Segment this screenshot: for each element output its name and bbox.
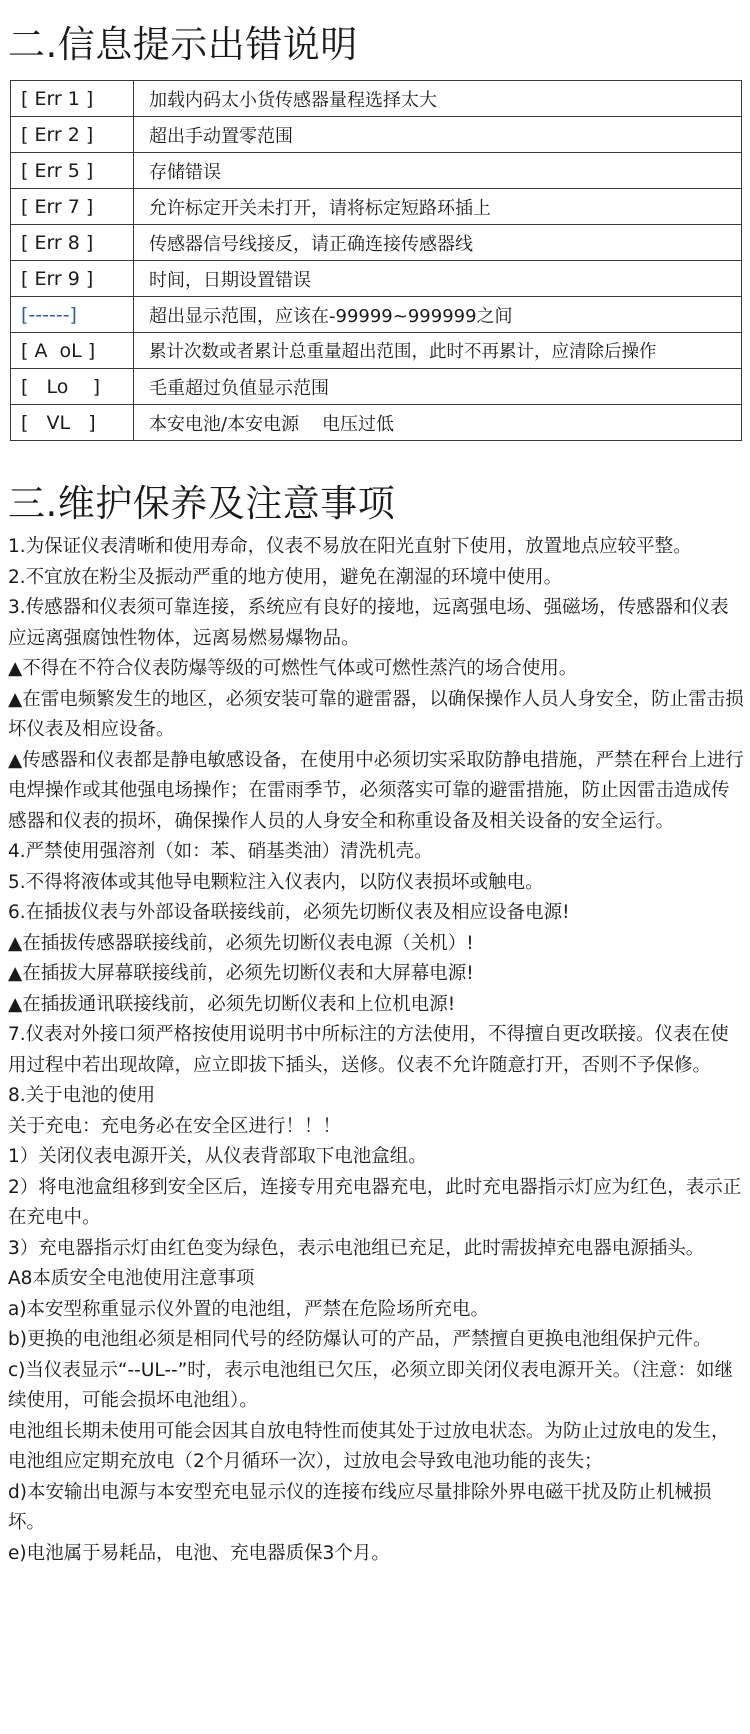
- error-code: [------]: [11, 297, 134, 333]
- error-code: [ Err 8 ]: [11, 225, 134, 261]
- note-paragraph: 5.不得将液体或其他导电颗粒注入仪表内，以防仪表损坏或触电。: [8, 871, 544, 893]
- maintenance-section-title: 三.维护保养及注意事项: [8, 482, 396, 525]
- note-paragraph: ▲在插拔通讯联接线前，必须先切断仪表和上位机电源!: [8, 993, 456, 1015]
- note-paragraph: ▲在雷电频繁发生的地区，必须安装可靠的避雷器，以确保操作人员人身安全，防止雷击损坏仪表及相应设备。: [8, 688, 744, 740]
- error-description: 传感器信号线接反，请正确连接传感器线: [134, 225, 742, 261]
- table-row: [11, 405, 742, 441]
- table-row: [11, 189, 742, 225]
- note-paragraph: 关于充电：充电务必在安全区进行！！！: [8, 1115, 342, 1137]
- error-description: 超出手动置零范围: [134, 117, 742, 153]
- error-code: [ Err 5 ]: [11, 153, 134, 189]
- error-code: [ Err 9 ]: [11, 261, 134, 297]
- error-description: 加载内码太小货传感器量程选择太大: [134, 81, 742, 117]
- error-code: [ A oL ]: [11, 333, 134, 369]
- error-code: [ Err 1 ]: [11, 81, 134, 117]
- note-paragraph: 1.为保证仪表清晰和使用寿命，仪表不易放在阳光直射下使用，放置地点应较平整。: [8, 536, 692, 557]
- note-paragraph: 3.传感器和仪表须可靠连接，系统应有良好的接地，远离强电场、强磁场，传感器和仪表应远离强腐蚀性物体，远离易燃易爆物品。: [8, 597, 729, 649]
- error-description: 毛重超过负值显示范围: [134, 369, 742, 405]
- error-code: [ Err 7 ]: [11, 189, 134, 225]
- note-paragraph: ▲传感器和仪表都是静电敏感设备，在使用中必须切实采取防静电措施，严禁在秤台上进行电焊操作或其他强电场操作；在雷雨季节，必须落实可靠的避雷措施，防止因雷击造成传感器和仪表的损坏，确保操作人员的人身安全和称重设备及相关设备的安全运行。: [8, 749, 744, 832]
- error-code: [ Err 2 ]: [11, 117, 134, 153]
- note-paragraph: 1）关闭仪表电源开关，从仪表背部取下电池盒组。: [8, 1146, 427, 1167]
- note-paragraph: ▲在插拔大屏幕联接线前，必须先切断仪表和大屏幕电源!: [8, 963, 474, 984]
- error-description: 存储错误: [134, 153, 742, 189]
- table-row: [11, 333, 742, 369]
- note-paragraph: 电池组长期未使用可能会因其自放电特性而使其处于过放电状态。为防止过放电的发生，电池组应定期充放电（2个月循环一次），过放电会导致电池功能的丧失；: [8, 1420, 730, 1472]
- note-paragraph: 8.关于电池的使用: [8, 1085, 156, 1106]
- error-description: 允许标定开关未打开，请将标定短路环插上: [134, 189, 742, 225]
- table-row: [11, 117, 742, 153]
- error-code: [ Lo ]: [11, 369, 134, 405]
- note-paragraph: c)当仪表显示“--UL--”时，表示电池组已欠压，必须立即关闭仪表电源开关。（注意：如继续使用，可能会损坏电池组）。: [8, 1359, 734, 1411]
- table-row: [11, 261, 742, 297]
- note-paragraph: 4.严禁使用强溶剂（如：苯、硝基类油）清洗机壳。: [8, 841, 433, 862]
- note-paragraph: 7.仪表对外接口须严格按使用说明书中所标注的方法使用，不得擅自更改联接。仪表在使用过程中若出现故障，应立即拔下插头，送修。仪表不允许随意打开，否则不予保修。: [8, 1024, 729, 1076]
- note-paragraph: A8本质安全电池使用注意事项: [8, 1268, 255, 1289]
- error-code-table: [10, 80, 742, 441]
- maintenance-notes: [8, 532, 746, 1569]
- note-paragraph: 2.不宜放在粉尘及振动严重的地方使用，避免在潮湿的环境中使用。: [8, 566, 563, 588]
- note-paragraph: 3）充电器指示灯由红色变为绿色，表示电池组已充足，此时需拔掉充电器电源插头。: [8, 1237, 705, 1259]
- error-description: 时间，日期设置错误: [134, 261, 742, 297]
- error-section-title: 二.信息提示出错说明: [8, 23, 358, 66]
- error-code: [ VL ]: [11, 405, 134, 441]
- table-row: [11, 81, 742, 117]
- error-description: 超出显示范围，应该在-99999~999999之间: [134, 297, 742, 333]
- note-paragraph: e)电池属于易耗品，电池、充电器质保3个月。: [8, 1542, 390, 1564]
- note-paragraph: 6.在插拔仪表与外部设备联接线前，必须先切断仪表及相应设备电源!: [8, 902, 570, 923]
- table-row: [11, 153, 742, 189]
- note-paragraph: ▲不得在不符合仪表防爆等级的可燃性气体或可燃性蒸汽的场合使用。: [8, 658, 578, 679]
- table-row: [11, 225, 742, 261]
- note-paragraph: ▲在插拔传感器联接线前，必须先切断仪表电源（关机）!: [8, 932, 474, 954]
- note-paragraph: 2）将电池盒组移到安全区后，连接专用充电器充电，此时充电器指示灯应为红色，表示正在充电中。: [8, 1176, 742, 1228]
- error-description: 累计次数或者累计总重量超出范围，此时不再累计，应清除后操作: [134, 333, 742, 369]
- table-row: [11, 297, 742, 333]
- note-paragraph: a)本安型称重显示仪外置的电池组，严禁在危险场所充电。: [8, 1298, 490, 1320]
- note-paragraph: d)本安输出电源与本安型充电显示仪的连接布线应尽量排除外界电磁干扰及防止机械损坏。: [8, 1481, 712, 1533]
- note-paragraph: b)更换的电池组必须是相同代号的经防爆认可的产品，严禁擅自更换电池组保护元件。: [8, 1329, 712, 1350]
- table-row: [11, 369, 742, 405]
- error-description: 本安电池/本安电源 电压过低: [134, 405, 742, 441]
